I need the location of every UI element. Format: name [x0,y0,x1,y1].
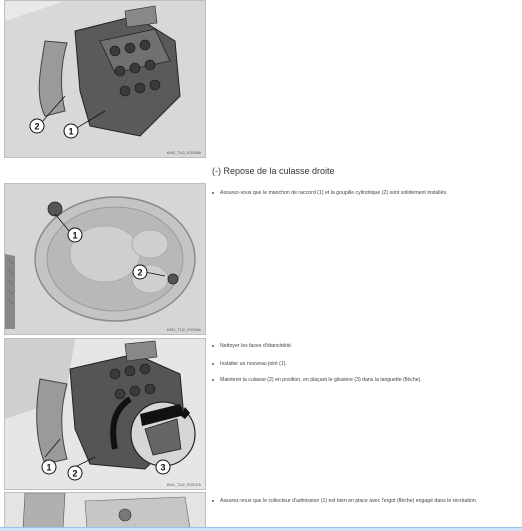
bullet-icon [212,379,214,381]
callout-2: 2 [137,267,143,278]
section-title: (-) Repose de la culasse droite [212,166,335,176]
figure-caption: KM1_TU2_R1537b [166,482,201,487]
step-item [212,361,512,368]
step-text: Installer un nouveau joint (1). [220,361,287,367]
intake-manifold-illustration [5,493,205,529]
callout-1: 1 [72,230,78,241]
bullet-icon [212,500,214,502]
step-text: Maintenir la culasse (2) en position, en plaçant le glissière (3) dans la languette (flèche). [220,377,422,383]
bullet-icon [212,363,214,365]
callout-3: 3 [160,462,166,473]
figure-intake-manifold [4,492,206,530]
step-item [212,343,512,350]
cylinder-head-install-illustration [5,339,205,489]
step-item [212,377,512,384]
step-item [212,498,512,505]
step-item [212,190,512,197]
figure-cylinder-head-top [4,0,206,158]
step-text: Assurez-vous que le manchon de raccord (1) et la goupille cylindrique (2) sont solidement installés. [220,190,448,196]
bottom-bar [0,527,522,531]
callout-1: 1 [68,126,74,137]
cylinder-bore-illustration [5,184,205,334]
bullet-icon [212,345,214,347]
figure-caption: KM1_TU2_R1539c [166,327,201,332]
cylinder-head-illustration [5,1,205,157]
figure-cylinder-bore [4,183,206,335]
callout-1: 1 [46,462,52,473]
figure-caption: KM1_TU2_R1538b [166,150,201,155]
step-text: Assurez-vous que le collecteur d'admission (1) est bien en place avec l'ergot (flèche) engagé dans le récréation. [220,498,478,504]
bullet-icon [212,192,214,194]
figure-cylinder-head-install [4,338,206,490]
step-text: Nettoyer les faces d'étanchéité. [220,343,293,349]
callout-2: 2 [34,121,40,132]
callout-2: 2 [72,468,78,479]
